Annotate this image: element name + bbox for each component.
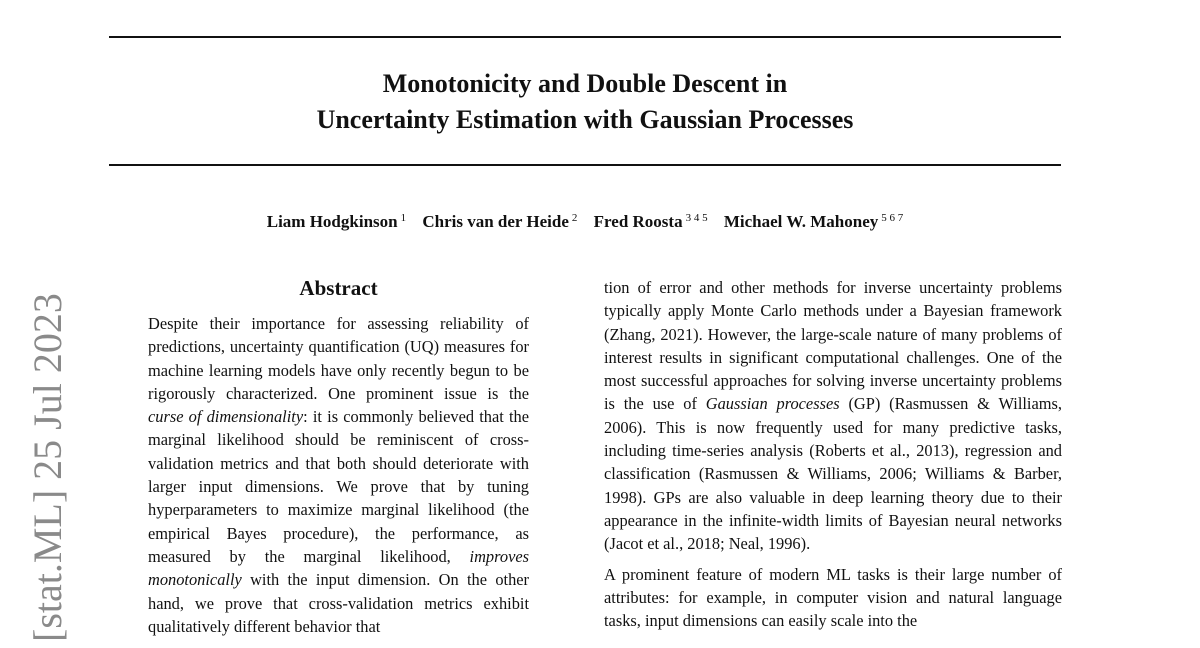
author-name: Chris van der Heide [422, 212, 569, 231]
author-name: Michael W. Mahoney [723, 212, 879, 231]
title-rule-bottom [109, 164, 1061, 166]
author-name: Fred Roosta [593, 212, 683, 231]
introduction-column [604, 276, 1062, 632]
abstract-emphasis: curse of dimensionality [148, 407, 304, 427]
author [594, 212, 708, 231]
body-emphasis: Gaussian processes [705, 394, 840, 414]
author [422, 212, 577, 231]
body-paragraph: A prominent feature of modern ML tasks is their large number of attributes: for example, in computer vision and natural language tasks, input dimensions can easily scale into the [604, 564, 1062, 631]
body-paragraph [604, 276, 1062, 556]
body-text: tion of error and other methods for inverse uncertainty problems typically apply Monte Carlo methods under a Bayesian framework (Zhang, 2021). However, the large-scale nature of many problems of interest results in significant computational challenges. One of the most successful approaches for solving inverse uncertainty problems is the use of [604, 278, 1062, 414]
abstract-text: with the input dimension. On the other hand, we prove that cross-validation metrics exhibit qualitatively different behavior that [148, 570, 529, 636]
title-rule-top [109, 36, 1061, 38]
abstract-heading: Abstract [299, 276, 378, 300]
title-line-2: Uncertainty Estimation with Gaussian Processes [316, 105, 854, 134]
author [267, 212, 406, 231]
author-affiliation: 5 6 7 [881, 212, 904, 224]
abstract-text: : it is commonly believed that the marginal likelihood should be reminiscent of cross-validation metrics and that both should deteriorate with larger input dimensions. We prove that by tuning hyperparameters to maximize marginal likelihood (the empirical Bayes procedure), the performance, as measured by the marginal likelihood, [148, 407, 529, 566]
abstract-text: Despite their importance for assessing reliability of predictions, uncertainty quantification (UQ) measures for machine learning models have only recently begun to be rigorously characterized. One prominent issue is the [148, 314, 529, 403]
author-affiliation: 3 4 5 [685, 212, 708, 224]
abstract-emphasis: improves monotonically [148, 546, 529, 590]
abstract-paragraph [148, 312, 529, 638]
paper-title [109, 66, 1061, 138]
author-name: Liam Hodgkinson [266, 212, 398, 231]
body-text: (GP) (Rasmussen & Williams, 2006). This is now frequently used for many predictive tasks, including time-series analysis (Roberts et al., 2013), regression and classification (Rasmussen & Williams, 2006; Williams & Barber, 1998). GPs are also valuable in deep learning theory due to their appearance in the infinite-width limits of Bayesian neural networks (Jacot et al., 2018; Neal, 1996). [604, 394, 1062, 554]
author-affiliation: 2 [571, 212, 578, 224]
arxiv-side-stamp: [stat.ML] 25 Jul 2023 [25, 293, 70, 642]
title-line-1: Monotonicity and Double Descent in [382, 69, 788, 98]
author-affiliation: 1 [400, 212, 407, 224]
author [724, 212, 903, 231]
author-list [109, 206, 1061, 234]
abstract-body [148, 312, 529, 638]
